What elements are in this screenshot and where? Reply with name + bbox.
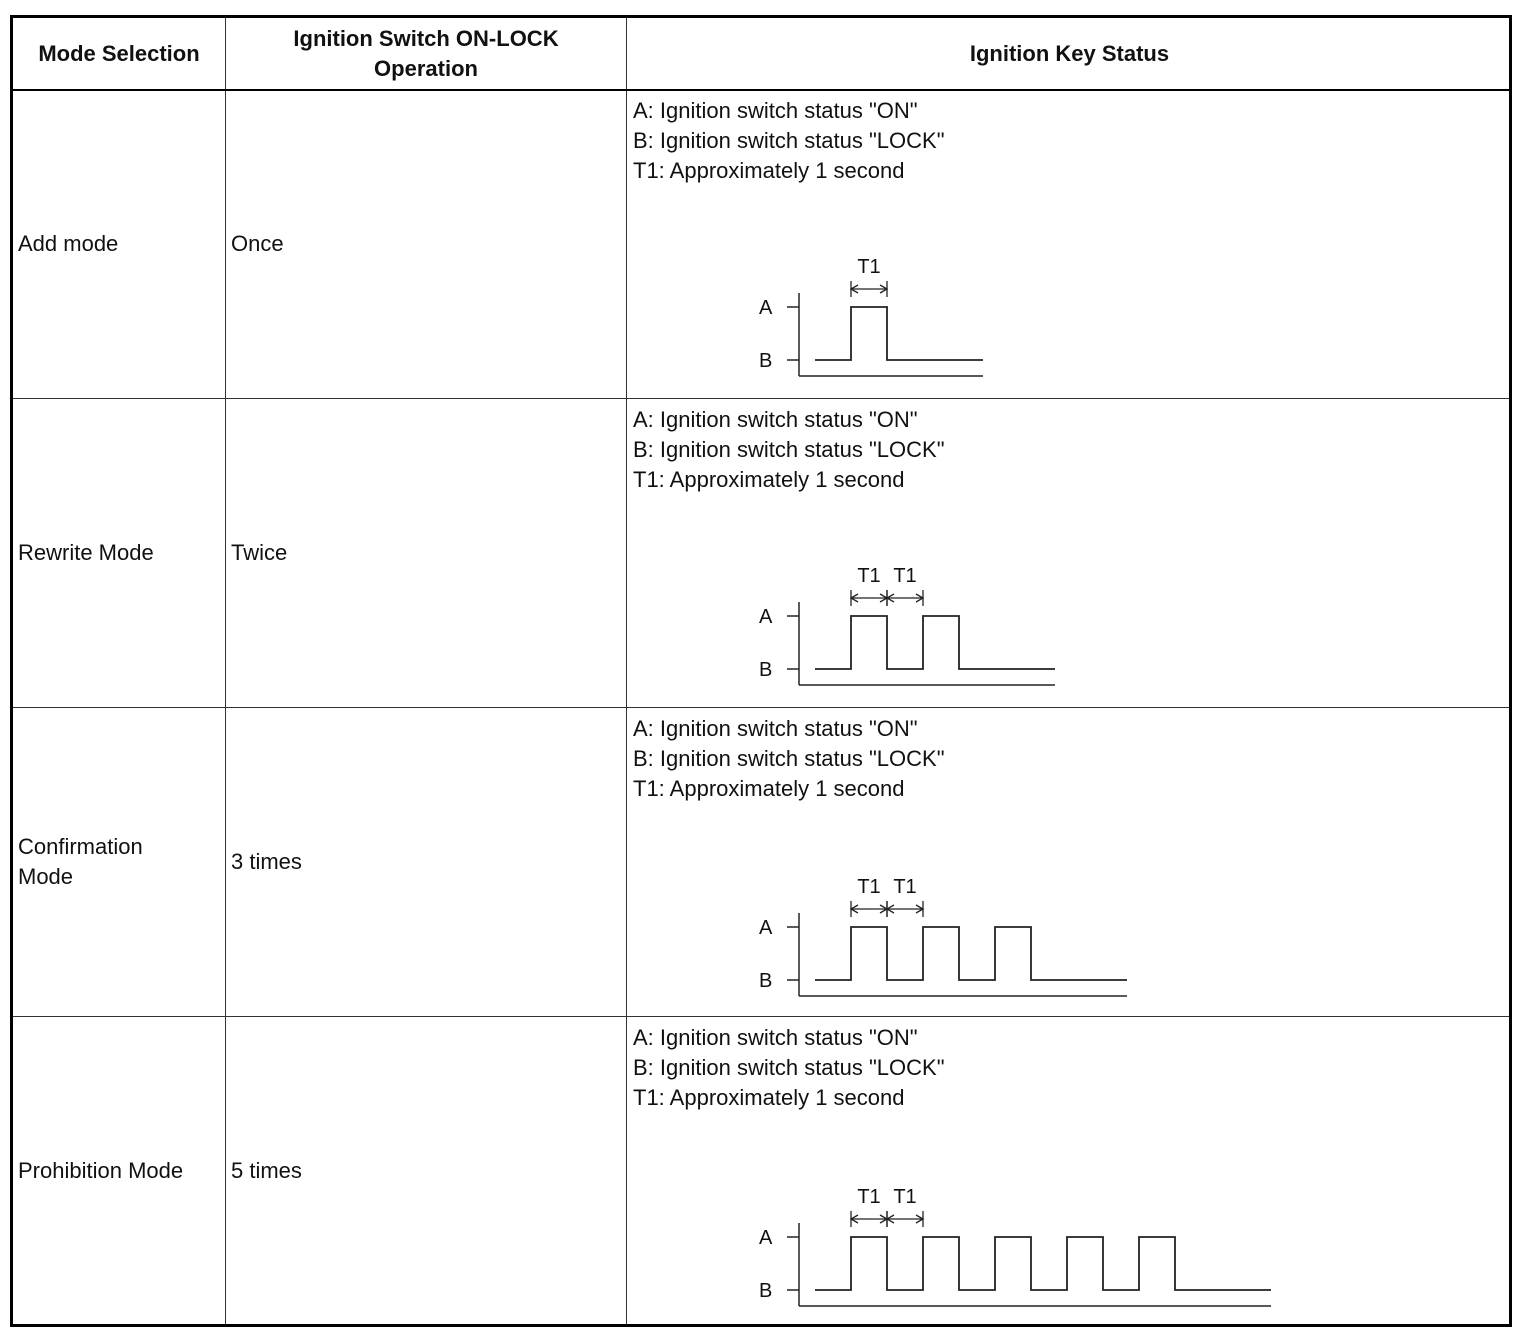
- t1-label: T1: [893, 876, 917, 898]
- mode-label: Rewrite Mode: [18, 540, 154, 565]
- pulse-diagram: [733, 1163, 1233, 1308]
- header-mode-selection-label: Mode Selection: [38, 41, 200, 66]
- operation-cell: [231, 708, 621, 1016]
- mode-cell: [18, 708, 223, 1016]
- mode-label: Confirmation: [18, 834, 143, 859]
- status-notes: [633, 405, 945, 495]
- t1-label: T1: [857, 876, 881, 898]
- t1-label: T1: [857, 256, 881, 278]
- operation-label: Once: [231, 231, 284, 256]
- header-operation: [226, 18, 626, 90]
- note-b: B: Ignition switch status "LOCK": [633, 437, 945, 462]
- level-b-label: B: [759, 350, 773, 372]
- note-a: A: Ignition switch status "ON": [633, 1025, 918, 1050]
- level-a-label: A: [759, 606, 773, 628]
- level-a-label: A: [759, 297, 773, 319]
- note-t1: T1: Approximately 1 second: [633, 467, 905, 492]
- pulse-waveform: [815, 1237, 1271, 1290]
- t1-label: T1: [857, 1186, 881, 1208]
- pulse-waveform: [815, 307, 983, 360]
- t1-label: T1: [857, 565, 881, 587]
- level-a-label: A: [759, 1227, 773, 1249]
- header-operation-line2: Operation: [374, 56, 478, 81]
- header-key-status: [627, 18, 1512, 90]
- status-notes: [633, 96, 945, 186]
- column-divider: [626, 18, 627, 1324]
- header-key-status-label: Ignition Key Status: [969, 41, 1170, 66]
- level-a-label: A: [759, 917, 773, 939]
- note-b: B: Ignition switch status "LOCK": [633, 128, 945, 153]
- mode-label: Add mode: [18, 231, 119, 256]
- mode-label-line2: Mode: [18, 864, 74, 889]
- t1-label: T1: [893, 565, 917, 587]
- pulse-diagram: [733, 233, 1193, 378]
- note-t1: T1: Approximately 1 second: [633, 1085, 905, 1110]
- note-a: A: Ignition switch status "ON": [633, 407, 918, 432]
- operation-label: 3 times: [231, 849, 302, 874]
- pulse-diagram: [733, 853, 1193, 998]
- operation-label: Twice: [231, 540, 288, 565]
- header-operation-line1: Ignition Switch ON-LOCK: [293, 26, 559, 51]
- note-t1: T1: Approximately 1 second: [633, 158, 905, 183]
- operation-cell: [231, 399, 621, 707]
- mode-cell: [18, 1017, 223, 1325]
- pulse-diagram: [733, 542, 1193, 687]
- note-a: A: Ignition switch status "ON": [633, 716, 918, 741]
- note-a: A: Ignition switch status "ON": [633, 98, 918, 123]
- mode-cell: [18, 399, 223, 707]
- note-t1: T1: Approximately 1 second: [633, 776, 905, 801]
- operation-cell: [231, 90, 621, 398]
- column-divider: [225, 18, 226, 1324]
- level-b-label: B: [759, 970, 773, 992]
- pulse-waveform: [815, 616, 1055, 669]
- note-b: B: Ignition switch status "LOCK": [633, 1055, 945, 1080]
- level-b-label: B: [759, 659, 773, 681]
- status-notes: [633, 1023, 945, 1113]
- ignition-mode-table: [10, 15, 1512, 1327]
- operation-label: 5 times: [231, 1158, 302, 1183]
- mode-label: Prohibition Mode: [18, 1158, 184, 1183]
- operation-cell: [231, 1017, 621, 1325]
- status-notes: [633, 714, 945, 804]
- t1-label: T1: [893, 1186, 917, 1208]
- level-b-label: B: [759, 1280, 773, 1302]
- pulse-waveform: [815, 927, 1127, 980]
- header-mode-selection: [13, 18, 225, 90]
- mode-cell: [18, 90, 223, 398]
- note-b: B: Ignition switch status "LOCK": [633, 746, 945, 771]
